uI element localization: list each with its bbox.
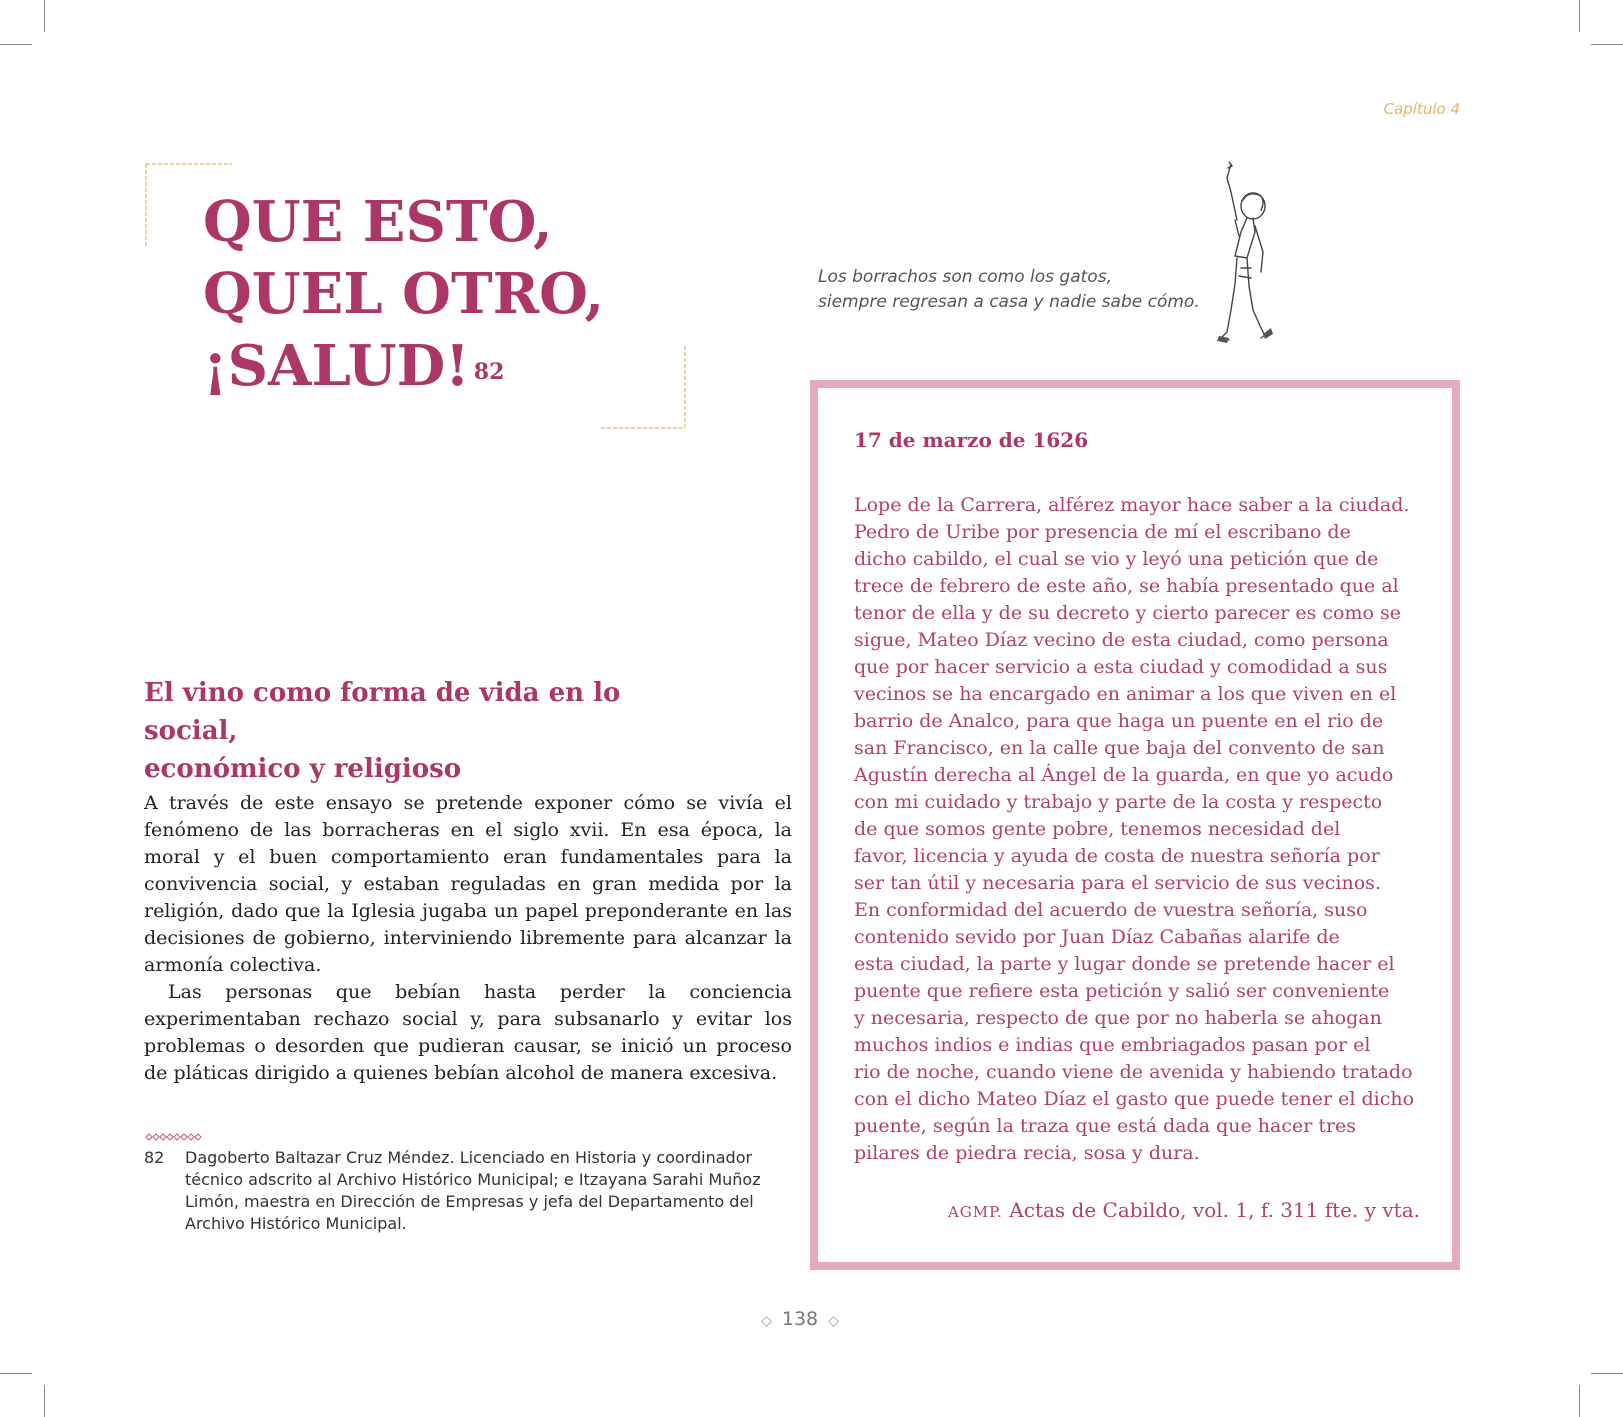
source-abbreviation: AGMP. [947, 1203, 1003, 1221]
excerpt-line: Agustín derecha al Ángel de la guarda, en que yo acudo [854, 764, 1394, 786]
excerpt-line: vecinos se ha encargado en animar a los que viven en el [854, 683, 1397, 705]
excerpt-line: barrio de Analco, para que haga un puente en el rio de [854, 710, 1384, 732]
section-subtitle [144, 674, 704, 788]
excerpt-line: Pedro de Uribe por presencia de mí el escribano de [854, 521, 1351, 543]
excerpt-line: En conformidad del acuerdo de vuestra señoría, suso [854, 899, 1368, 921]
document-date: 17 de marzo de 1626 [854, 428, 1089, 452]
excerpt-line: puente que refiere esta petición y salió ser conveniente [854, 980, 1390, 1002]
document-excerpt-text [854, 492, 1434, 1167]
footnote [144, 1147, 794, 1235]
body-text [144, 790, 792, 1087]
excerpt-line: con el dicho Mateo Díaz el gasto que puede tener el dicho [854, 1088, 1415, 1110]
excerpt-line: trece de febrero de este año, se había presentado que al [854, 575, 1399, 597]
excerpt-line: contenido sevido por Juan Díaz Cabañas alarife de [854, 926, 1340, 948]
paragraph: Las personas que bebían hasta perder la conciencia experimentaban rechazo social y, para subsanarlo y evitar los problemas o desorden que pudieran causar, se inició un proceso de pláticas dirigido a quienes bebían alcohol de manera excesiva. [144, 981, 792, 1084]
diamond-icon: ◇ [828, 1313, 839, 1329]
title-line: QUEL OTRO, [203, 261, 605, 327]
crop-mark [1579, 0, 1580, 32]
drunk-man-illustration [1205, 160, 1285, 355]
excerpt-line: de que somos gente pobre, tenemos necesidad del [854, 818, 1341, 840]
crop-mark [44, 0, 45, 32]
excerpt-line: con mi cuidado y trabajo y parte de la costa y respecto [854, 791, 1383, 813]
excerpt-line: puente, según la traza que está dada que hacer tres [854, 1115, 1357, 1137]
page-title [203, 186, 604, 402]
footnote-text: Dagoberto Baltazar Cruz Méndez. Licenciado en Historia y coordinador técnico adscrito al Archivo Histórico Municipal; e Itzayana Sarahi Muñoz Limón, maestra en Dirección de Empresas y jefa del Departamento del Archivo Histórico Municipal. [185, 1148, 761, 1233]
page-number [700, 1308, 900, 1330]
excerpt-line: Lope de la Carrera, alférez mayor hace saber a la ciudad. [854, 494, 1410, 516]
diamond-icon: ◇ [761, 1313, 772, 1329]
crop-mark [44, 1385, 45, 1417]
crop-mark [1591, 1373, 1623, 1374]
excerpt-line: dicho cabildo, el cual se vio y leyó una petición que de [854, 548, 1379, 570]
title-line-text: ¡SALUD! [203, 333, 470, 399]
page-number-text: 138 [781, 1308, 819, 1330]
excerpt-line: ser tan útil y necesaria para el servicio de sus vecinos. [854, 872, 1381, 894]
paragraph: A través de este ensayo se pretende exponer cómo se vivía el fenómeno de las borracheras en el siglo xvii. En esa época, la moral y el buen comportamiento eran fundamentales para la convivencia social, y estaban reguladas en gran medida por la religión, dado que la Iglesia jugaba un papel preponderante en las decisiones de gobierno, interviniendo libremente para alcanzar la armonía colectiva. [144, 792, 792, 976]
title-line [203, 330, 604, 402]
epigraph-quote [818, 265, 1218, 315]
excerpt-line: muchos indios e indias que embriagados pasan por el [854, 1034, 1371, 1056]
excerpt-line: pilares de piedra recia, sosa y dura. [854, 1142, 1200, 1164]
title-line: QUE ESTO, [203, 189, 553, 255]
excerpt-line: que por hacer servicio a esta ciudad y comodidad a sus [854, 656, 1388, 678]
crop-mark [1591, 44, 1623, 45]
excerpt-line: tenor de ella y de su decreto y cierto parecer es como se [854, 602, 1401, 624]
footnote-number: 82 [144, 1148, 165, 1167]
footnote-divider-decoration [144, 1132, 206, 1142]
quote-line: Los borrachos son como los gatos, [818, 267, 1112, 287]
subtitle-line: económico y religioso [144, 754, 462, 784]
excerpt-line: favor, licencia y ayuda de costa de nuestra señoría por [854, 845, 1380, 867]
title-corner-decoration-bottom-right [597, 342, 693, 434]
quote-line: siempre regresan a casa y nadie sabe cómo. [818, 292, 1200, 312]
excerpt-line: rio de noche, cuando viene de avenida y habiendo tratado [854, 1061, 1413, 1083]
document-source [900, 1198, 1420, 1222]
excerpt-line: sigue, Mateo Díaz vecino de esta ciudad, como persona [854, 629, 1389, 651]
excerpt-line: esta ciudad, la parte y lugar donde se pretende hacer el [854, 953, 1395, 975]
crop-mark [1579, 1385, 1580, 1417]
crop-mark [0, 44, 32, 45]
crop-mark [0, 1373, 32, 1374]
excerpt-line: y necesaria, respecto de que por no haberla se ahogan [854, 1007, 1382, 1029]
source-citation: Actas de Cabildo, vol. 1, f. 311 fte. y vta. [1009, 1198, 1420, 1222]
excerpt-line: san Francisco, en la calle que baja del convento de san [854, 737, 1385, 759]
chapter-label: Capítulo 4 [1383, 100, 1460, 118]
subtitle-line: El vino como forma de vida en lo social, [144, 678, 621, 746]
footnote-ref: 82 [473, 359, 505, 385]
